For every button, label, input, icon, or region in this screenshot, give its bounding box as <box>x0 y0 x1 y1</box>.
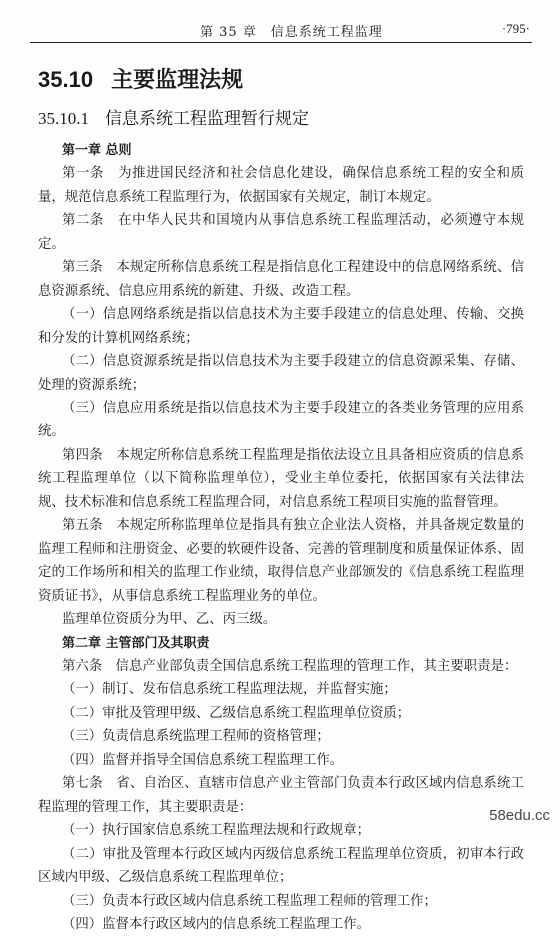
section-number: 35.10 <box>38 67 94 92</box>
paragraph: 第六条 信息产业部负责全国信息系统工程监理的管理工作，其主要职责是： <box>62 658 518 674</box>
paragraph: （一）执行国家信息系统工程监理法规和行政规章； <box>62 823 370 839</box>
running-header <box>30 18 532 43</box>
paragraph: 第一条 为推进国民经济和社会信息化建设，确保信息系统工程的安全和质量，规范信息系统工程监理行为，依据国家有关规定，制订本规定。 <box>38 166 524 205</box>
subsection-title: 信息系统工程监理暂行规定 <box>105 109 309 129</box>
paragraph: 第四条 本规定所称信息系统工程监理是指依法设立且具备相应资质的信息系统工程监理单位（以下简称监理单位），受业主单位委托，依据国家有关法律法规、技术标准和信息系统工程监理合同，对信息系统工程项目实施的监督管理。 <box>38 447 524 510</box>
paragraph: 第二条 在中华人民共和国境内从事信息系统工程监理活动，必须遵守本规定。 <box>38 213 524 252</box>
paragraph: （二）审批及管理本行政区域内丙级信息系统工程监理单位资质，初审本行政区域内甲级、乙级信息系统工程监理单位； <box>38 846 524 886</box>
chapter-heading: 第一章 总则 <box>62 143 132 158</box>
section-title: 主要监理法规 <box>111 67 244 92</box>
running-chapter-title: 第 35 章 信息系统工程监理 <box>200 25 383 40</box>
paragraph: （二）审批及管理甲级、乙级信息系统工程监理单位资质； <box>62 705 411 721</box>
subsection-heading <box>38 104 309 129</box>
paragraph: 第三条 本规定所称信息系统工程是指信息化工程建设中的信息网络系统、信息资源系统、信息应用系统的新建、升级、改造工程。 <box>38 260 524 299</box>
paragraph: （四）监督本行政区域内的信息系统工程监理工作。 <box>62 916 370 932</box>
paragraph: 第五条 本规定所称监理单位是指具有独立企业法人资格，并具备规定数量的监理工程师和注册资金、必要的软硬件设备、完善的管理制度和质量保证体系、固定的工作场所和相关的监理工作业绩，取得信息产业部颁发的《信息系统工程监理资质证书》，从事信息系统工程监理业务的单位。 <box>38 518 524 604</box>
watermark: 58edu.cc <box>489 807 550 824</box>
paragraph: 监理单位资质分为甲、乙、丙三级。 <box>62 612 277 628</box>
body-text <box>38 139 524 936</box>
paragraph: （二）信息资源系统是指以信息技术为主要手段建立的信息资源采集、存储、处理的资源系统； <box>38 354 524 393</box>
paragraph: （三）负责信息系统监理工程师的资格管理； <box>62 729 330 745</box>
paragraph: （一）信息网络系统是指以信息技术为主要手段建立的信息处理、传输、交换和分发的计算机网络系统； <box>38 307 524 346</box>
chapter-heading: 第二章 主管部门及其职责 <box>62 635 210 651</box>
paragraph: （三）信息应用系统是指以信息技术为主要手段建立的各类业务管理的应用系统。 <box>38 400 524 440</box>
paragraph: （四）监督并指导全国信息系统工程监理工作。 <box>62 752 344 768</box>
section-heading <box>38 63 243 94</box>
subsection-number: 35.10.1 <box>38 109 89 128</box>
paragraph: 第七条 省、自治区、直辖市信息产业主管部门负责本行政区域内信息系统工程监理的管理工作，其主要职责是： <box>38 776 524 815</box>
page-number: ·795· <box>501 21 530 36</box>
paragraph: （三）负责本行政区域内信息系统工程监理工程师的管理工作； <box>62 893 437 909</box>
paragraph: （一）制订、发布信息系统工程监理法规，并监督实施； <box>62 682 397 698</box>
